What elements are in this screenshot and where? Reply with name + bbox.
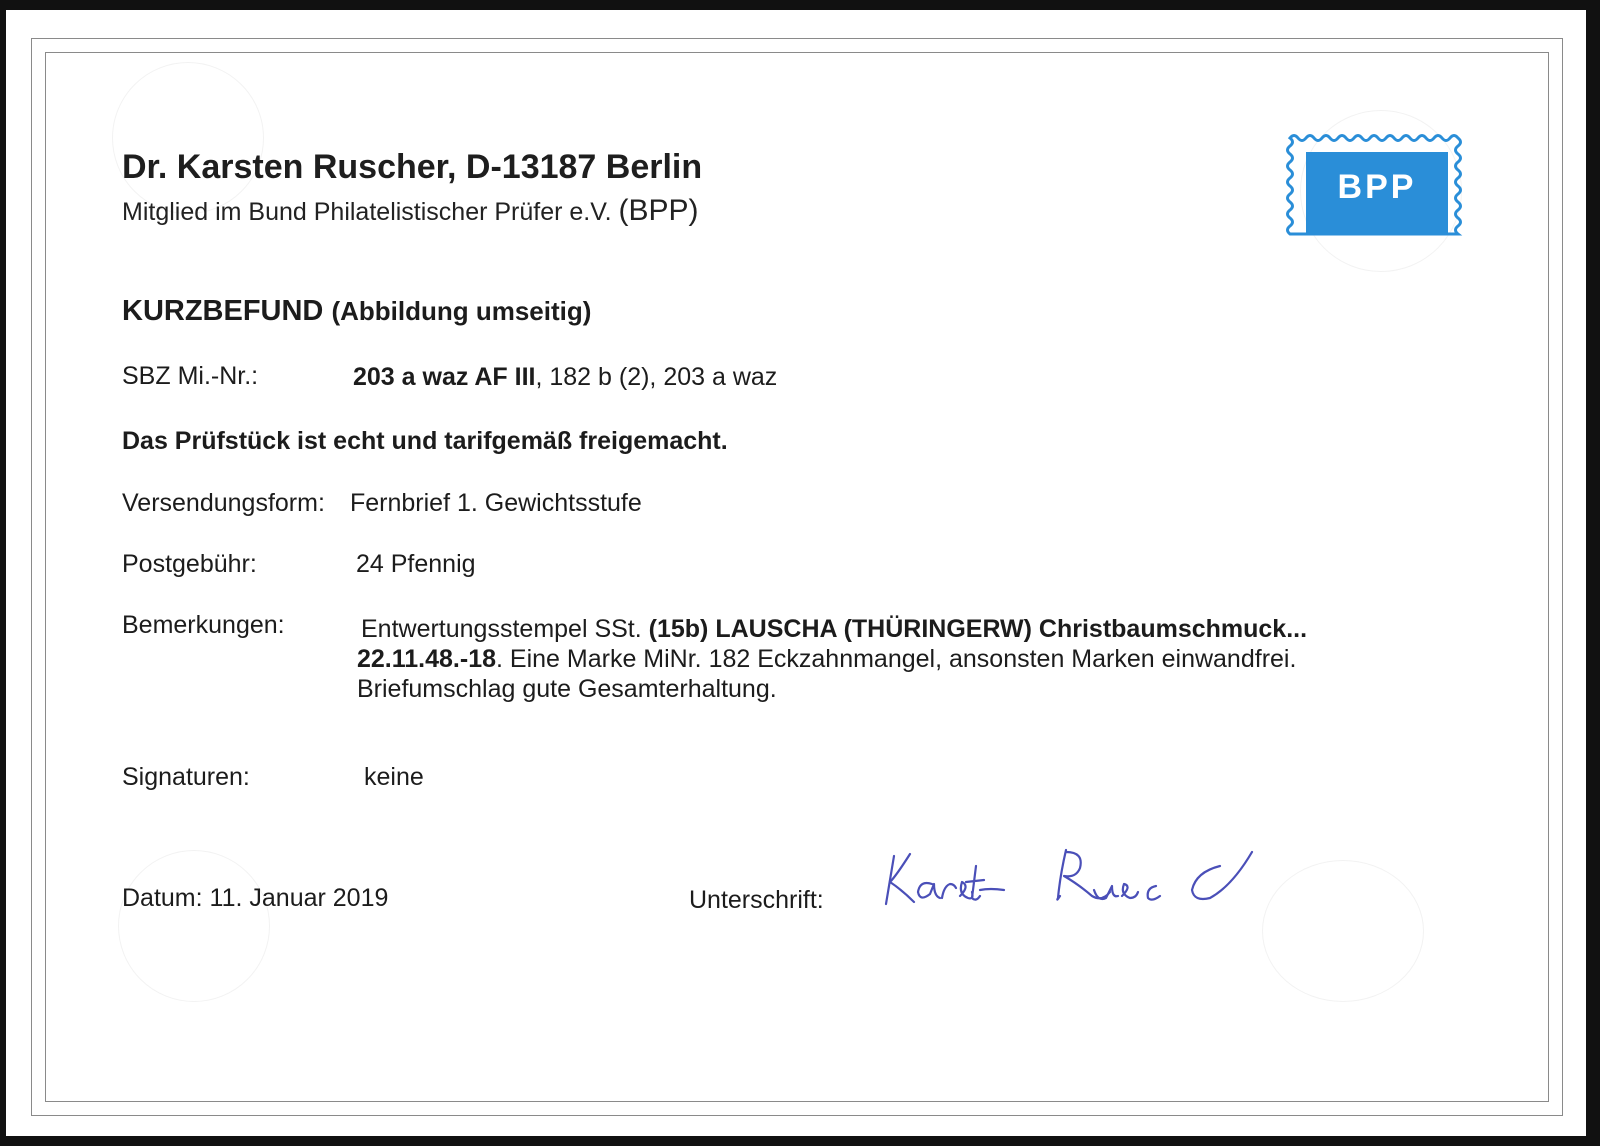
report-subtitle: (Abbildung umseitig) <box>331 296 592 326</box>
date-value: 11. Januar 2019 <box>209 884 389 912</box>
seal-bottom-left <box>118 850 270 1002</box>
remarks-line-3: Briefumschlag gute Gesamterhaltung. <box>357 675 777 703</box>
date-line <box>122 883 388 913</box>
shipping-label: Versendungsform: <box>122 489 325 517</box>
catalog-value <box>353 362 777 392</box>
membership-text: Mitglied im Bund Philatelistischer Prüfer e.V. <box>122 198 612 226</box>
remarks-line-1 <box>361 614 1307 644</box>
authenticity-statement: Das Prüfstück ist echt und tarifgemäß freigemacht. <box>122 427 728 455</box>
postage-label: Postgebühr: <box>122 550 257 578</box>
date-label: Datum: <box>122 884 203 912</box>
remarks-label: Bemerkungen: <box>122 611 285 639</box>
catalog-label: SBZ Mi.-Nr.: <box>122 362 259 390</box>
catalog-value-bold: 203 a waz AF III <box>353 363 536 391</box>
report-title-main: KURZBEFUND <box>122 295 324 327</box>
membership-line <box>122 193 699 229</box>
catalog-value-rest: , 182 b (2), 203 a waz <box>535 363 778 391</box>
membership-abbrev: (BPP) <box>618 194 699 227</box>
bpp-logo <box>1284 132 1468 244</box>
examiner-name: Dr. Karsten Ruscher, D-13187 Berlin <box>122 148 703 186</box>
seal-top-left <box>112 62 264 214</box>
postage-value: 24 Pfennig <box>356 550 476 578</box>
signatures-label: Signaturen: <box>122 763 250 791</box>
remarks-line-2 <box>357 644 1307 674</box>
handwritten-signature <box>880 846 1300 926</box>
remarks-line-2-bold: 22.11.48.-18 <box>357 645 497 673</box>
remarks-text <box>357 614 1308 704</box>
shipping-value: Fernbrief 1. Gewichtsstufe <box>350 489 642 517</box>
bpp-logo-text: BPP <box>1337 168 1417 206</box>
remarks-line-1-plain: Entwertungsstempel SSt. <box>361 615 642 643</box>
remarks-line-1-bold: (15b) LAUSCHA (THÜRINGERW) Christbaumschmuck... <box>648 615 1308 643</box>
signatures-value: keine <box>364 763 424 791</box>
report-title <box>122 294 591 329</box>
remarks-line-2-plain: . Eine Marke MiNr. 182 Eckzahnmangel, ansonsten Marken einwandfrei. <box>496 645 1297 673</box>
signature-label: Unterschrift: <box>689 886 824 914</box>
